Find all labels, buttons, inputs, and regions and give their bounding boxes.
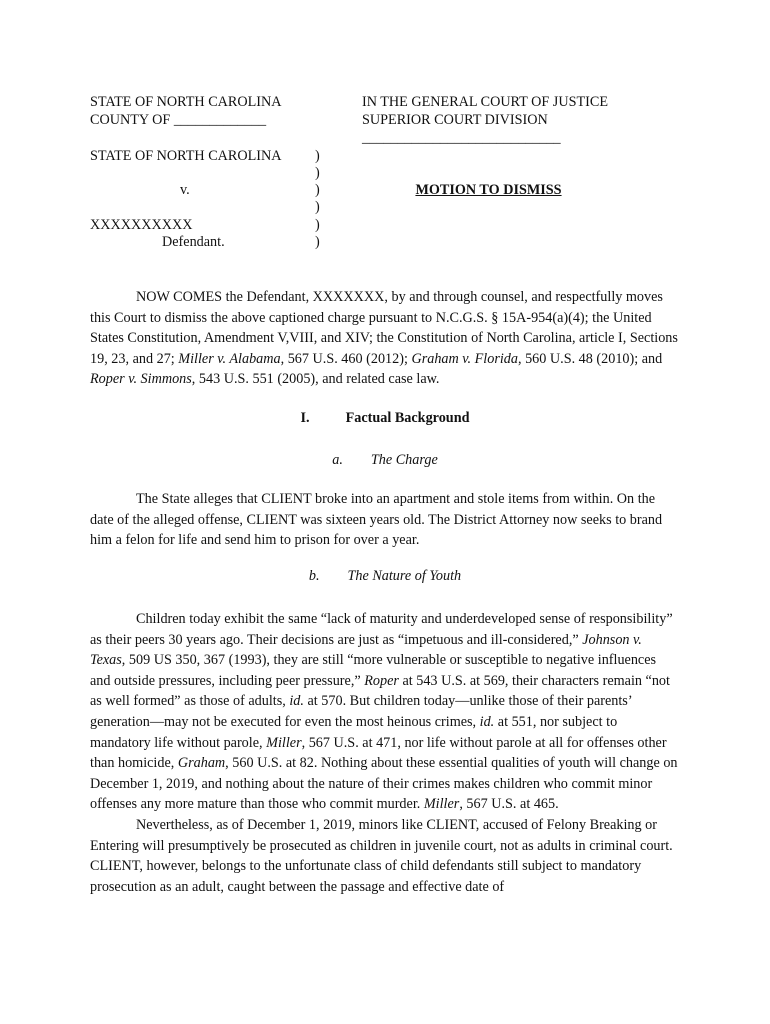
case-citation: Miller v. Alabama	[178, 350, 281, 367]
case-citation: Roper	[364, 672, 399, 689]
youth-text: at 570. But children today—unlike those of their parents’ generation—may not be executed for even the most heinous crimes,	[90, 693, 632, 730]
caption-paren: )	[315, 199, 320, 215]
case-citation: Graham	[177, 755, 226, 772]
caption-state: STATE OF NORTH CAROLINA	[90, 94, 282, 110]
caption-division: SUPERIOR COURT DIVISION	[362, 112, 548, 128]
caption-paren: )	[315, 234, 320, 250]
section-number: I.	[300, 410, 310, 426]
youth-text: , 560 U.S. at 82. Nothing about these essential qualities of youth will change on December 1, 2019, and nothing about the nature of their crimes makes children who commit minor offenses any more mature than those who commit murder.	[90, 755, 678, 813]
section-heading	[90, 410, 680, 427]
subsection-number: a.	[332, 452, 343, 468]
caption-plaintiff: STATE OF NORTH CAROLINA	[90, 148, 282, 164]
case-citation: id.	[479, 713, 495, 730]
caption-paren: )	[315, 148, 320, 164]
youth-text: at 551, nor subject to mandatory life without parole,	[90, 713, 618, 751]
subsection-heading	[90, 452, 680, 469]
youth-paragraphs	[90, 609, 680, 897]
intro-text: , 560 U.S. 48 (2010); and	[517, 350, 663, 367]
subsection-number: b.	[308, 568, 320, 584]
caption-paren: )	[315, 165, 320, 181]
case-citation: id.	[289, 693, 304, 710]
case-citation: Graham v. Florida	[411, 350, 518, 367]
caption-paren: )	[315, 217, 320, 233]
caption-defendant-name: XXXXXXXXXX	[90, 217, 193, 233]
caption-county: COUNTY OF _____________	[90, 112, 267, 128]
intro-text: , 543 U.S. 551 (2005), and related case law.	[191, 371, 440, 388]
caption-paren: )	[315, 182, 320, 198]
case-citation: Miller	[266, 734, 302, 751]
case-citation: Johnson v. Texas	[90, 631, 642, 669]
subsection-heading	[90, 568, 680, 585]
youth-text: at 543 U.S. at 569, their characters remain “not as well formed” as those of adults,	[90, 672, 670, 710]
caption-defendant-label: Defendant.	[162, 234, 225, 250]
youth-paragraph	[90, 609, 680, 815]
charge-text: The State alleges that CLIENT broke into an apartment and stole items from within. On the date of the alleged offense, CLIENT was sixteen years old. The District Attorney now seeks to brand him a felon for life and send him to prison for over a year.	[90, 491, 663, 549]
section-title: Factual Background	[345, 410, 470, 426]
youth-text: , 509 US 350, 367 (1993), they are still “more vulnerable or susceptible to negative influences and outside pressures, including peer pressure,”	[90, 652, 657, 689]
case-citation: Roper v. Simmons	[90, 371, 192, 388]
nevertheless-paragraph: Nevertheless, as of December 1, 2019, minors like CLIENT, accused of Felony Breaking or Entering will presumptively be prosecuted as children in juvenile court, not as adults in criminal court. CLIENT, however, belongs to the unfortunate class of child defendants still subject to mandatory prosecution as an adult, caught between the passage and effective date of	[90, 816, 673, 895]
youth-text: , 567 U.S. at 471, nor life without parole at all for offenses other than homicide,	[90, 734, 667, 772]
subsection-title: The Charge	[370, 452, 438, 468]
caption-file-line: ____________________________	[362, 130, 561, 146]
case-citation: Miller	[423, 796, 460, 813]
youth-text: Children today exhibit the same “lack of maturity and underdeveloped sense of responsibility” as their peers 30 years ago. Their decisions are just as “impetuous and ill-considered,”	[90, 611, 673, 648]
caption-court: IN THE GENERAL COURT OF JUSTICE	[362, 94, 608, 110]
caption-versus: v.	[180, 182, 190, 198]
document-title: MOTION TO DISMISS	[415, 182, 562, 198]
youth-text: , 567 U.S. at 465.	[459, 796, 559, 813]
intro-text: NOW COMES the Defendant, XXXXXXX, by and through counsel, and respectfully moves this Court to dismiss the above captioned charge pursuant to N.C.G.S. § 15A-954(a)(4); the United States Constitution, Amendment V,VIII, and XIV; the Constitution of North Carolina, article I, Sections 19, 23, and 27;	[90, 289, 678, 367]
subsection-title: The Nature of Youth	[347, 568, 462, 584]
intro-text: , 567 U.S. 460 (2012);	[280, 350, 412, 367]
charge-paragraph	[90, 489, 680, 551]
intro-paragraph	[90, 287, 680, 390]
